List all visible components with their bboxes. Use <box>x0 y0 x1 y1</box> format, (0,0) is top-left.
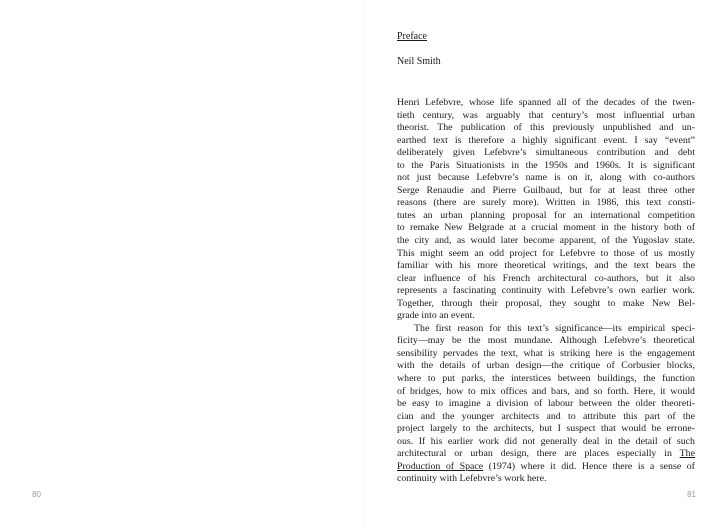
text-line <box>397 461 695 474</box>
book-title-link[interactable]: Production of Space <box>397 460 484 472</box>
page-number-right: 81 <box>687 490 696 499</box>
book-title-link[interactable]: The <box>679 448 695 460</box>
text-segment: architectural or urban design, there are places especially in <box>397 448 672 460</box>
text-line: continuity with Lefebvre’s work here. <box>397 473 547 485</box>
text-line: sensibility pervades the text, what is striking here is the engagement <box>397 347 695 359</box>
text-line: tutes an urban planning proposal for an international competition <box>397 209 695 221</box>
text-line: reasons (there are surely more). Written in 1986, this text consti- <box>397 197 695 209</box>
text-line: Serge Renaudie and Pierre Guilbaud, but for at least three other <box>397 184 695 196</box>
text-line: The first reason for this text’s significance—its empirical speci- <box>414 322 695 334</box>
text-line: Henri Lefebvre, whose life spanned all of the decades of the twen- <box>397 97 695 108</box>
text-line: ficity—may be the most mundane. Although Lefebvre’s theoretical <box>397 335 695 347</box>
text-line: earthed text is therefore a highly significant event. I say “event” <box>397 134 695 146</box>
text-line: represents a fascinating continuity with Lefebvre’s own earlier work. <box>397 285 695 297</box>
text-line: with the details of urban design—the critique of Corbusier blocks, <box>397 360 695 372</box>
text-line: Together, through their proposal, they sought to make New Bel- <box>397 297 695 309</box>
text-line: This might seem an odd project for Lefebvre to those of us mostly <box>397 247 695 259</box>
text-line: to remake New Belgrade at a crucial moment in the history both of <box>397 222 695 234</box>
text-line: tieth century, was arguably that century’s most influential urban <box>397 109 695 121</box>
text-line: to the Paris Situationists in the 1950s and 1960s. It is significant <box>397 159 695 171</box>
body-text <box>397 97 695 486</box>
text-line: the city and, as would later become apparent, of the Yugoslav state. <box>397 235 695 247</box>
text-line <box>397 448 695 461</box>
text-line: familiar with his more theoretical writings, and the text bears the <box>397 260 695 272</box>
page-number-left: 80 <box>32 490 41 499</box>
text-line: grade into an event. <box>397 310 475 322</box>
text-line: clear influence of his French architectural co-authors, but it also <box>397 272 695 284</box>
text-line: theorist. The publication of this previously unpublished and un- <box>397 122 695 134</box>
text-line: be easy to imagine a division of labour between the older theoreti- <box>397 398 695 410</box>
text-line: project largely to the architects, but I suspect that would be errone- <box>397 423 695 435</box>
text-line: ous. If his earlier work did not generally deal in the detail of such <box>397 435 695 447</box>
right-page <box>364 0 728 530</box>
text-line: of bridges, how to mix offices and bars, and so forth. Here, it would <box>397 385 695 397</box>
text-line: cian and the younger architects and to attribute this part of the <box>397 410 695 422</box>
author-name: Neil Smith <box>397 56 441 67</box>
text-segment: (1974) where it did. Hence there is a sense of <box>483 460 695 472</box>
preface-heading: Preface <box>397 31 427 42</box>
text-line: where to put parks, the interstices between buildings, the function <box>397 373 695 385</box>
text-line: not just because Lefebvre’s name is on it, along with co-authors <box>397 172 695 184</box>
text-line: deliberately given Lefebvre’s simultaneous contribution and debt <box>397 147 695 159</box>
